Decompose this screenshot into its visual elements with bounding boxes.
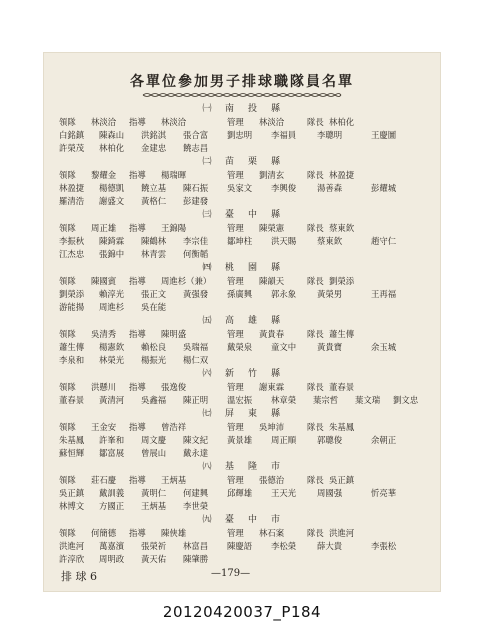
team-section [59,314,431,367]
team-heading [59,102,431,116]
player-name: 周明政 [99,554,125,564]
player-name: 吳瑞福 [183,342,209,352]
player-row [59,301,431,314]
player-name: 李宗佳 [183,236,209,246]
staff-name: 莊石慶 [91,475,117,485]
player-row [59,553,431,566]
staff-name: 劉榮添 [329,276,355,286]
team-section [59,367,431,407]
player-name: 郭聰俊 [317,435,343,445]
team-number: ㈣ [202,263,213,273]
staff-name: 洪懸川 [91,382,117,392]
team-heading [59,367,431,381]
role-label: 領隊 [59,422,76,432]
team-heading [59,261,431,275]
player-name: 李世榮 [183,501,209,511]
player-name: 林柏化 [99,143,125,153]
staff-name: 林淡洽 [259,117,285,127]
player-name: 郭永象 [271,289,297,299]
staff-name: 陳榮憲 [259,223,285,233]
staff-name: 周進杉（兼） [161,276,212,286]
team-name: 屏 東 縣 [224,409,281,419]
player-name: 陳石振 [183,183,209,193]
staff-name: 林淡洽 [161,117,187,127]
player-name: 陳錡霖 [99,236,125,246]
staff-name: 黎耀金 [91,170,117,180]
role-label: 隊長 [307,382,324,392]
player-name: 王再福 [371,289,397,299]
player-name: 周進杉 [99,302,125,312]
player-name: 彭建發 [183,196,209,206]
player-name: 張榮祈 [141,541,167,551]
player-name: 吳鑫福 [141,395,167,405]
player-name: 黃明仁 [141,488,167,498]
staff-name: 蕭生傳 [329,329,355,339]
player-name: 孫廣興 [227,289,253,299]
player-name: 童文中 [271,342,297,352]
team-name: 臺 中 縣 [224,210,281,220]
staff-name: 陳國賓 [91,276,117,286]
staff-name: 陳俠雄 [161,528,187,538]
player-name: 余玉城 [371,342,397,352]
player-row [59,288,431,301]
team-number: ㈠ [202,104,213,114]
player-name: 許淳欣 [59,554,85,564]
player-name: 溫宏振 [227,395,253,405]
role-label: 領隊 [59,170,76,180]
staff-row [59,527,431,540]
player-name: 邱輝雄 [227,488,253,498]
player-name: 謝盛文 [99,196,125,206]
team-section [59,208,431,261]
player-name: 白銘鎮 [59,130,85,140]
player-name: 葉宗哲 [313,395,339,405]
player-name: 劉忠明 [227,130,253,140]
player-name: 何建興 [183,488,209,498]
title-ornament [141,92,343,98]
player-name: 萬嘉濱 [99,541,125,551]
team-number: ㈧ [202,462,213,472]
staff-row [59,421,431,434]
role-label: 隊長 [307,528,324,538]
player-name: 林盈捷 [59,183,85,193]
staff-name: 黃貴春 [259,329,285,339]
player-name: 李振秋 [59,236,85,246]
staff-name: 何簡德 [91,528,117,538]
staff-name: 曾浩祥 [161,422,187,432]
staff-name: 陳明盛 [161,329,187,339]
image-caption: 20120420037_P184 [162,603,322,621]
player-name: 張正文 [141,289,167,299]
role-label: 領隊 [59,329,76,339]
staff-row [59,169,431,182]
role-label: 隊長 [307,170,324,180]
player-name: 洪銘淇 [141,130,167,140]
role-label: 領隊 [59,276,76,286]
player-name: 吳在能 [141,302,167,312]
staff-name: 林石案 [259,528,285,538]
role-label: 領隊 [59,528,76,538]
team-heading [59,460,431,474]
page-number: —179— [211,568,251,579]
role-label: 管理 [227,422,244,432]
player-name: 楊德凱 [99,183,125,193]
player-name: 薛大貴 [317,541,343,551]
staff-name: 王錦陽 [161,223,187,233]
staff-name: 劉清玄 [259,170,285,180]
player-row [59,341,431,354]
staff-row [59,328,431,341]
team-section [59,407,431,460]
staff-name: 王金安 [91,422,117,432]
player-name: 李松榮 [271,541,297,551]
team-number: ㈨ [202,515,213,525]
player-name: 林博文 [59,501,85,511]
player-name: 王炳基 [141,501,167,511]
player-name: 周國强 [317,488,343,498]
player-name: 劉榮添 [59,289,85,299]
player-name: 王慶圖 [371,130,397,140]
role-label: 管理 [227,170,244,180]
player-name: 陳鶴林 [141,236,167,246]
staff-name: 董春景 [329,382,355,392]
player-name: 李聰明 [317,130,343,140]
team-name: 桃 園 縣 [224,263,281,273]
role-label: 指導 [129,329,146,339]
player-name: 陳森山 [99,130,125,140]
role-label: 管理 [227,528,244,538]
player-row [59,394,431,407]
player-name: 陳文紀 [183,435,209,445]
role-label: 隊長 [307,276,324,286]
player-row [59,447,431,460]
player-name: 趙守仁 [371,236,397,246]
player-name: 許峯和 [99,435,125,445]
player-row [59,354,431,367]
player-name: 洪進河 [59,541,85,551]
player-name: 曾展山 [141,448,167,458]
staff-name: 周正雄 [91,223,117,233]
staff-name: 吳坤沛 [259,422,285,432]
player-name: 林章榮 [271,395,297,405]
staff-name: 蔡東欽 [329,223,355,233]
team-name: 基 隆 市 [224,462,281,472]
role-label: 指導 [129,276,146,286]
player-name: 許榮茂 [59,143,85,153]
player-row [59,540,431,553]
staff-name: 吳清秀 [91,329,117,339]
staff-name: 林柏化 [329,117,355,127]
player-name: 忻亮華 [371,488,397,498]
player-name: 鄒坤柱 [227,236,253,246]
player-name: 朱基鳳 [59,435,85,445]
staff-row [59,116,431,129]
role-label: 隊長 [307,475,324,485]
player-name: 賴淳光 [99,289,125,299]
player-row [59,434,431,447]
player-row [59,500,431,513]
page-footer [61,568,423,582]
player-name: 張錦中 [99,249,125,259]
player-name: 賴松良 [141,342,167,352]
player-name: 蔡東欽 [317,236,343,246]
player-name: 林富昌 [183,541,209,551]
player-row [59,182,431,195]
team-name: 苗 栗 縣 [224,157,281,167]
player-name: 鄒富展 [99,448,125,458]
team-heading [59,155,431,169]
role-label: 隊長 [307,117,324,127]
player-name: 陳正明 [183,395,209,405]
player-name: 余朝正 [371,435,397,445]
footer-section-label: 排 球 6 [61,570,97,583]
player-name: 周正順 [271,435,297,445]
player-name: 葉文瑞 [355,395,381,405]
role-label: 指導 [129,382,146,392]
player-name: 饒志昌 [183,143,209,153]
page-title: 各單位參加男子排球職隊員名單 [130,74,354,90]
player-name: 張合富 [183,130,209,140]
role-label: 管理 [227,117,244,127]
player-name: 戴永達 [183,448,209,458]
role-label: 指導 [129,475,146,485]
staff-name: 楊瑞暉 [161,170,187,180]
role-label: 指導 [129,528,146,538]
player-name: 劉文忠 [393,395,419,405]
team-heading [59,314,431,328]
staff-row [59,275,431,288]
staff-name: 吳正鎮 [329,475,355,485]
role-label: 隊長 [307,329,324,339]
role-label: 指導 [129,117,146,127]
player-name: 李興俊 [271,183,297,193]
role-label: 管理 [227,382,244,392]
staff-name: 張逸俊 [161,382,187,392]
player-row [59,248,431,261]
team-section [59,513,431,566]
player-name: 楊振光 [141,355,167,365]
role-label: 指導 [129,223,146,233]
team-section [59,102,431,155]
staff-name: 林淡洽 [91,117,117,127]
player-name: 李張松 [371,541,397,551]
player-row [59,129,431,142]
player-name: 金建忠 [141,143,167,153]
player-name: 湯善森 [317,183,343,193]
player-name: 戴訓義 [99,488,125,498]
player-name: 林青雲 [141,249,167,259]
player-name: 羅清浩 [59,196,85,206]
player-name: 林榮光 [99,355,125,365]
staff-name: 謝東霖 [259,382,285,392]
role-label: 指導 [129,422,146,432]
staff-name: 林盈捷 [329,170,355,180]
team-section [59,261,431,314]
player-row [59,235,431,248]
role-label: 隊長 [307,223,324,233]
player-name: 黃貴寶 [317,342,343,352]
team-section [59,155,431,208]
player-name: 何衡韜 [183,249,209,259]
team-name: 南 投 縣 [224,104,281,114]
staff-name: 王炳基 [161,475,187,485]
player-name: 黃天佑 [141,554,167,564]
team-heading [59,513,431,527]
team-number: ㈦ [202,409,213,419]
team-heading [59,407,431,421]
player-name: 吳正鎮 [59,488,85,498]
team-name: 臺 中 市 [224,515,281,525]
role-label: 管理 [227,329,244,339]
player-name: 陳肇勝 [183,554,209,564]
team-section [59,460,431,513]
player-name: 黃景雄 [227,435,253,445]
player-name: 黃榮男 [317,289,343,299]
player-name: 戴榮泉 [227,342,253,352]
staff-row [59,381,431,394]
player-name: 李福員 [271,130,297,140]
player-name: 周文慶 [141,435,167,445]
team-heading [59,208,431,222]
team-number: ㈤ [202,316,213,326]
role-label: 領隊 [59,223,76,233]
team-name: 新 竹 縣 [224,369,281,379]
staff-name: 朱基鳳 [329,422,355,432]
role-label: 領隊 [59,117,76,127]
player-name: 方國正 [99,501,125,511]
team-name: 高 雄 縣 [224,316,281,326]
player-name: 陳慶語 [227,541,253,551]
player-name: 黃强發 [183,289,209,299]
role-label: 領隊 [59,382,76,392]
player-name: 黃格仁 [141,196,167,206]
player-name: 洪天賜 [271,236,297,246]
player-name: 游能揚 [59,302,85,312]
player-name: 江杰忠 [59,249,85,259]
role-label: 領隊 [59,475,76,485]
staff-name: 洪進河 [329,528,355,538]
document-page [43,52,441,592]
player-name: 楊仁双 [183,355,209,365]
player-name: 彭耀城 [371,183,397,193]
role-label: 指導 [129,170,146,180]
player-name: 饒立基 [141,183,167,193]
team-number: ㈡ [202,157,213,167]
staff-name: 陳韻天 [259,276,285,286]
team-number: ㈢ [202,210,213,220]
player-name: 李泉和 [59,355,85,365]
team-number: ㈥ [202,369,213,379]
role-label: 管理 [227,276,244,286]
player-name: 蕭生傳 [59,342,85,352]
player-name: 王天光 [271,488,297,498]
player-name: 吳家文 [227,183,253,193]
staff-row [59,222,431,235]
player-row [59,487,431,500]
player-name: 董春景 [59,395,85,405]
role-label: 管理 [227,475,244,485]
player-name: 黃清河 [99,395,125,405]
staff-name: 張德治 [259,475,285,485]
staff-row [59,474,431,487]
player-name: 楊憲欽 [99,342,125,352]
role-label: 隊長 [307,422,324,432]
player-row [59,195,431,208]
player-row [59,142,431,155]
player-name: 蘇恒輝 [59,448,85,458]
role-label: 管理 [227,223,244,233]
roster-list [59,102,431,566]
